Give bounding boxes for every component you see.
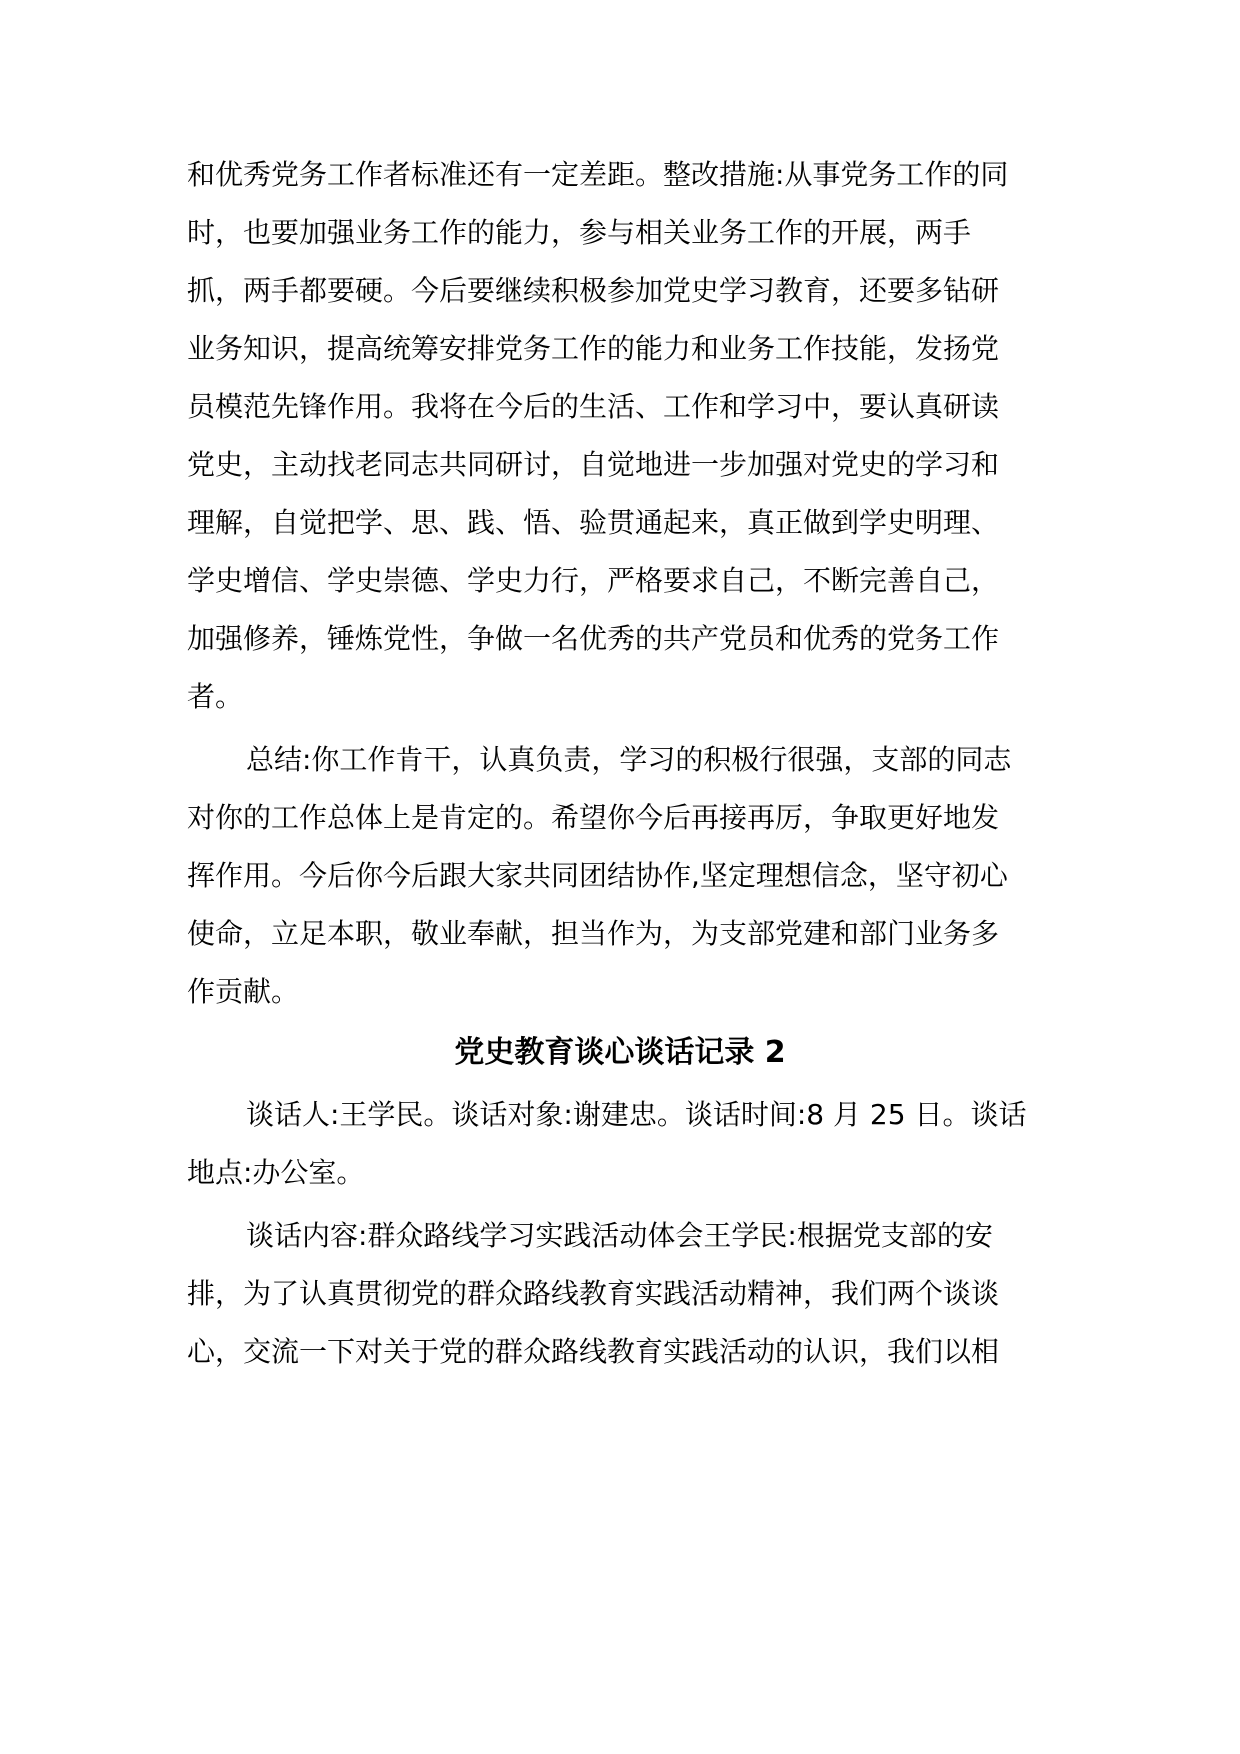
paragraph-3-line-2: 地点:办公室。 xyxy=(187,1156,365,1189)
paragraph-1-line-9: 加强修养，锤炼党性，争做一名优秀的共产党员和优秀的党务工作 xyxy=(187,622,1000,655)
paragraph-2-line-4: 使命，立足本职，敬业奉献，担当作为，为支部党建和部门业务多 xyxy=(187,917,1000,950)
paragraph-4-line-2: 排，为了认真贯彻党的群众路线教育实践活动精神，我们两个谈谈 xyxy=(187,1277,1000,1310)
paragraph-1-line-10: 者。 xyxy=(187,680,244,713)
paragraph-2-line-3: 挥作用。今后你今后跟大家共同团结协作,坚定理想信念，坚守初心 xyxy=(187,859,1008,892)
paragraph-1-line-3: 抓，两手都要硬。今后要继续积极参加党史学习教育，还要多钻研 xyxy=(187,274,1000,307)
paragraph-2-line-2: 对你的工作总体上是肯定的。希望你今后再接再厉，争取更好地发 xyxy=(187,801,1000,834)
paragraph-1-line-6: 党史，主动找老同志共同研讨，自觉地进一步加强对党史的学习和 xyxy=(187,448,1000,481)
paragraph-1-line-5: 员模范先锋作用。我将在今后的生活、工作和学习中，要认真研读 xyxy=(187,390,1000,423)
paragraph-3-line-1: 谈话人:王学民。谈话对象:谢建忠。谈话时间:8 月 25 日。谈话 xyxy=(246,1098,1027,1131)
paragraph-1-line-1: 和优秀党务工作者标准还有一定差距。整改措施:从事党务工作的同 xyxy=(187,158,1009,191)
paragraph-2-line-5: 作贡献。 xyxy=(187,975,300,1008)
section-title: 党史教育谈心谈话记录 2 xyxy=(454,1035,786,1070)
paragraph-1-line-4: 业务知识，提高统筹安排党务工作的能力和业务工作技能，发扬党 xyxy=(187,332,1000,365)
paragraph-1-line-8: 学史增信、学史崇德、学史力行，严格要求自己，不断完善自己， xyxy=(187,564,1000,597)
paragraph-4-line-1: 谈话内容:群众路线学习实践活动体会王学民:根据党支部的安 xyxy=(246,1219,993,1252)
paragraph-4-line-3: 心，交流一下对关于党的群众路线教育实践活动的认识，我们以相 xyxy=(187,1335,1000,1368)
paragraph-1-line-7: 理解，自觉把学、思、践、悟、验贯通起来，真正做到学史明理、 xyxy=(187,506,1000,539)
paragraph-1-line-2: 时，也要加强业务工作的能力，参与相关业务工作的开展，两手 xyxy=(187,216,972,249)
paragraph-2-line-1: 总结:你工作肯干，认真负责，学习的积极行很强，支部的同志 xyxy=(246,743,1012,776)
